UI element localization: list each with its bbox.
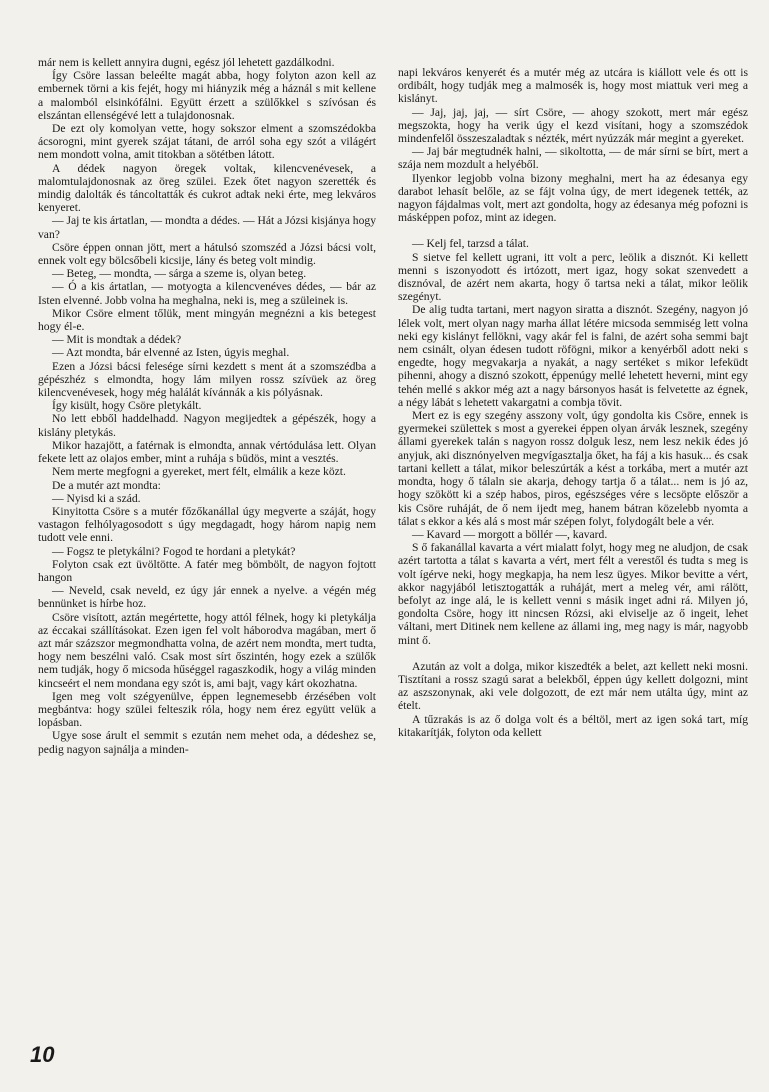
paragraph: Mert ez is egy szegény asszony volt, úgy gondolta kis Csöre, ennek is gyermekei születtek s most a gyerekei éppen olyan árvák lesznek, szegény állami gyerekek talán s nagyon rossz dolguk lesz, nem lesz nekik édes jó anyjuk, aki disznónyelven megvígasztalja őket, ha fáj a kis hasuk... és csak tartani kellett a tálat, mikor beleszúrták a kést a torkába, mert a mutér azt mondta, hogy ő tálaln sie akarja, dehogy tartja ő a tálat... nem is jó az, hogy szökött ki a szép habos, piros, egészséges vére s lecsöpte először a kis Csöre ruháját, de ő nem ijedt meg, hanem bátran közelebb nyomta a tálat s ekkor a kés alá s most már szépen folyt, folydogált bele a vér. <box>398 409 748 528</box>
paragraph: Így kisült, hogy Csöre pletykált. <box>52 399 202 413</box>
paragraph: A tűzrakás is az ő dolga volt és a béltöl, mert az igen soká tart, míg kitakarítják, folyton oda kellett <box>398 712 748 739</box>
paragraph: — Beteg, — mondta, — sárga a szeme is, olyan beteg. <box>52 267 307 281</box>
paragraph: S ő fakanállal kavarta a vért mialatt folyt, hogy meg ne aludjon, de csak azért tartotta a tálat s kavarta a vért, mert félt a verestől és tudta s meg is volt ígérve neki, hogy megkapja, ha nem lesz ügyes. Mikor bevitte a vért, akkor nagyjából letisztogatták a ruháját, mert a meleg vér, ami rálött, befolyt az inge alá, le is kellett venni s másik inget adni rá. Milyen jó, gondolta Csöre, hogy itt nincsen Rózsi, aki elviselje az ő ingeit, lehet váltani, mert Ditinek nem kellene az állami ing, meg nagy is már, nagyobb mint ő. <box>398 541 748 647</box>
paragraph: Csöre éppen onnan jött, mert a hátulsó szomszéd a Józsi bácsi volt, ennek volt egy bölcsőbeli kicsije, lány és beteg volt mindig. <box>38 240 376 268</box>
paragraph: Folyton csak ezt üvöltötte. A fatér meg bömbölt, de nagyon fojtott hangon <box>38 557 376 584</box>
paragraph: Ugye sose árult el semmit s ezután nem mehet oda, a dédeshez se, pedig nagyon sajnálja a minden- <box>38 729 376 756</box>
paragraph: De ezt oly komolyan vette, hogy sokszor elment a szomszédokba ácsorogni, mint gyerek szájat tátani, de arról soha egy szót a világért nem mondott volna, amit titokban a sötétben látott. <box>38 122 376 162</box>
paragraph: — Mit is mondtak a dédek? <box>52 333 182 347</box>
paragraph: Így Csöre lassan beleélte magát abba, hogy folyton azon kell az embernek törni a kis fejét, hogy mi hiányzik még a háznál s mit kellene a malomból elsinkófálni. Együtt érzett a szülőkkel s szívósan és elszántan ellenségévé lett a tulajdonosnak. <box>38 69 376 122</box>
paragraph: Ilyenkor legjobb volna bizony meghalni, mert ha az édesanya egy darabot lehasít belőle, az se fájt volna úgy, de mert idegenek tették, az nagyon fájdalmas volt, mert azt gondolta, hogy az édesanya még pofozni is másképpen pofoz, mint az idegen. <box>398 171 748 225</box>
paragraph: — Jaj te kis ártatlan, — mondta a dédes. — Hát a Józsi kisjánya hogy van? <box>38 214 376 241</box>
paragraph: — Kavard — morgott a böllér —, kavard. <box>412 527 608 541</box>
left-text-column <box>38 56 376 756</box>
paragraph: — Jaj bár megtudnék halni, — sikoltotta, — de már sírni se bírt, mert a szája nem mozdult a helyéből. <box>398 145 748 172</box>
paragraph: — Neveld, csak neveld, ez úgy jár ennek a nyelve. a végén még bennünket is hírbe hoz. <box>38 584 376 611</box>
paragraph: — Ó a kis ártatlan, — motyogta a kilencvenéves dédes, — bár az Isten elvenné. Jobb volna ha meghalna, neki is, meg a szüleinek is. <box>38 280 376 307</box>
paragraph: Mikor Csöre elment tőlük, ment mingyán megnézni a kis betegest hogy él-e. <box>38 306 376 334</box>
paragraph: Mikor hazajött, a fatérnak is elmondta, annak vértódulása lett. Olyan fekete lett az olajos ember, mint a ruhája s büdös, mint a vesztés. <box>38 438 376 466</box>
paragraph: Kinyitotta Csöre s a mutér főzőkanállal úgy megverte a száját, hogy vastagon felhólyagosodott s úgy megdagadt, hogy három napig nem tudott vele enni. <box>38 504 376 545</box>
paragraph: Ezen a Józsi bácsi felesége sírni kezdett s ment át a szomszédba a gépészhéz s elmondta, hogy lám milyen rossz szívüek az öreg kilencvenévesek, hogy még halálát kívánnák a kis pólyásnak. <box>38 359 376 400</box>
page-number: 10 <box>30 1042 55 1067</box>
paragraph: Csöre visított, aztán megértette, hogy attól félnek, hogy ki pletykálja az éccakai szállításokat. Ezen igen fel volt háborodva magában, mert ő azt már százszor megmondhatta volna, de azért nem mondta, mert tudta, hogy nem beszélni való. Csak most sírt őszintén, hogy ezek a szülők nem tudják, hogy ő micsoda hűséggel ragaszkodik, hogy a világ minden kincseért el nem mondana egy szót is, ami bajt, vagy kárt okozhatna. <box>38 610 376 690</box>
paragraph: már nem is kellett annyira dugni, egész jól lehetett gazdálkodni. <box>38 56 335 69</box>
right-text-column <box>398 66 748 739</box>
paragraph: — Azt mondta, bár elvenné az Isten, úgyis meghal. <box>52 346 290 360</box>
paragraph: Nem merte megfogni a gyereket, mert félt, elmálik a keze közt. <box>52 465 346 479</box>
paragraph: — Nyisd ki a szád. <box>52 491 141 505</box>
paragraph: — Kelj fel, tarzsd a tálat. <box>412 237 529 251</box>
paragraph: De alig tudta tartani, mert nagyon siratta a disznót. Szegény, nagyon jó lélek volt, mert olyan nagy marha állat létére micsoda semmiség lett volna neki egy kislányt fellökni, vagy akár fel is falni, de azért soha semmi bajt nem csinált, olyan édesen tudott röfögni, mikor a kenyérből adott neki s engedte, hogy megvakarja a nyakát, a nagy sertéket s mikor lefeküdt pihenni, ahogy a disznó szokott, éppenúgy mellé lehetett heverni, mint egy tehén mellé s akkor még azt a nagy bársonyos hasát is felvetette az égnek, a négy lábát s lehetett vakargatni a combja tövit. <box>398 303 748 409</box>
paragraph: Igen meg volt szégyenülve, éppen legnemesebb érzésében volt megbántva: hogy szülei felteszik róla, hogy nem érez együtt velük a lopásban. <box>38 689 376 730</box>
paragraph: napi lekváros kenyerét és a mutér még az utcára is kiállott vele és ott is ordibált, hogy tudják meg a malmosék is, hogy most miattuk veri meg a kislányt. <box>398 66 748 106</box>
paragraph: Azután az volt a dolga, mikor kiszedték a belet, azt kellett neki mosni. Tisztítani a rossz szagú sarat a belekből, éppen úgy kellett dolgozni, mint az aszszonynak, aki vele dolgozott, de ezt már nem utálta úgy, mint az ételt. <box>398 659 748 713</box>
paragraph: — Fogsz te pletykálni? Fogod te hordani a pletykát? <box>52 544 296 558</box>
paragraph: — Jaj, jaj, jaj, — sírt Csöre, — ahogy szokott, mert már egész megszokta, hogy ha verik úgy el kezd visítani, hogy a szomszédok mindenfelől összeszaladtak s nézték, mért nyúzzák már megint a gyereket. <box>398 105 748 146</box>
paragraph: A dédek nagyon öregek voltak, kilencvenévesek, a malomtulajdonosnak az öreg szülei. Ezek őtet nagyon szerették és mindig dalolták és táncoltatták és cukrot adtak neki érte, meg lekváros kenyeret. <box>38 161 376 215</box>
paragraph: De a mutér azt mondta: <box>52 478 161 492</box>
paragraph: S sietve fel kellett ugrani, itt volt a perc, leölik a disznót. Ki kellett menni s iszonyodott és irtózott, mert igaz, hogy sokat szenvedett a disznóval, de azért nem akarta, hogy ő tartsa neki a tálat, mikor leölik szegényt. <box>398 250 748 304</box>
paragraph: No lett ebből haddelhadd. Nagyon megijedtek a gépészék, hogy a kislány pletykás. <box>38 412 376 439</box>
